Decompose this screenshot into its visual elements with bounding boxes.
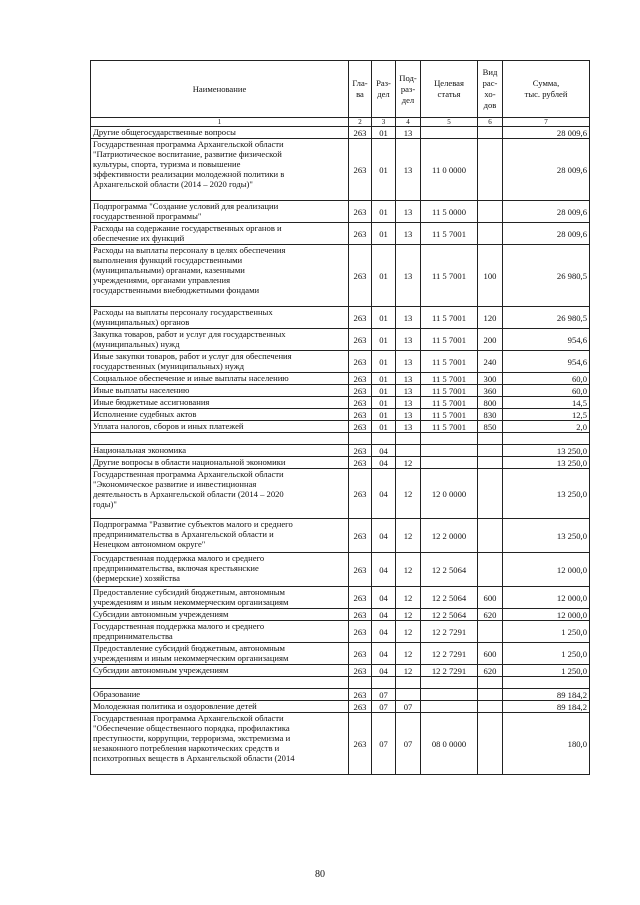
row-target [421,457,478,469]
row-chapter: 263 [349,701,372,713]
row-expense-type: 360 [478,385,503,397]
row-section: 04 [372,457,396,469]
row-target: 11 5 7001 [421,373,478,385]
row-name: Иные бюджетные ассигнования [91,397,349,409]
empty-cell [349,677,372,689]
row-expense-type: 800 [478,397,503,409]
row-expense-type [478,553,503,587]
row-section: 04 [372,519,396,553]
row-subsection: 12 [396,457,421,469]
row-target: 12 2 5064 [421,587,478,609]
budget-table [90,60,590,775]
row-name: Национальная экономика [91,445,349,457]
row-subsection: 13 [396,245,421,307]
row-target: 12 2 0000 [421,519,478,553]
row-subsection: 13 [396,385,421,397]
row-chapter: 263 [349,665,372,677]
row-subsection [396,445,421,457]
column-number: 1 [91,118,349,127]
row-target: 11 0 0000 [421,139,478,201]
column-number: 6 [478,118,503,127]
row-chapter: 263 [349,519,372,553]
row-sum: 954,6 [503,351,590,373]
row-target: 11 5 7001 [421,385,478,397]
row-sum: 12,5 [503,409,590,421]
row-sum: 28 009,6 [503,223,590,245]
blank-row [91,433,590,445]
row-section: 01 [372,409,396,421]
row-sum: 12 000,0 [503,553,590,587]
row-chapter: 263 [349,139,372,201]
row-subsection: 12 [396,609,421,621]
table-row [91,553,590,587]
row-chapter: 263 [349,385,372,397]
row-section: 01 [372,351,396,373]
row-subsection: 12 [396,469,421,519]
row-chapter: 263 [349,223,372,245]
header-sum: Сумма, тыс. рублей [503,61,590,118]
row-subsection [396,689,421,701]
row-target [421,127,478,139]
row-section: 07 [372,689,396,701]
row-chapter: 263 [349,457,372,469]
row-sum: 28 009,6 [503,201,590,223]
row-expense-type [478,689,503,701]
row-expense-type [478,127,503,139]
row-target: 11 5 7001 [421,397,478,409]
table-row [91,621,590,643]
empty-cell [372,433,396,445]
row-subsection: 12 [396,621,421,643]
row-target: 11 5 7001 [421,245,478,307]
empty-cell [503,677,590,689]
row-sum: 26 980,5 [503,307,590,329]
row-subsection: 13 [396,329,421,351]
row-section: 01 [372,421,396,433]
table-row [91,665,590,677]
row-subsection: 13 [396,127,421,139]
row-section: 01 [372,223,396,245]
row-expense-type [478,701,503,713]
table-row [91,689,590,701]
table-row [91,307,590,329]
row-chapter: 263 [349,643,372,665]
column-number-row [91,118,590,127]
row-sum: 60,0 [503,385,590,397]
empty-cell [478,433,503,445]
row-subsection: 13 [396,397,421,409]
column-number: 7 [503,118,590,127]
row-target: 11 5 0000 [421,201,478,223]
row-subsection: 13 [396,409,421,421]
table-row [91,351,590,373]
row-name: Государственная программа Архангельской области "Экономическое развитие и инвестиционная деятельность в Архангельской области (2014 – 2020 годы)" [91,469,349,519]
header-row [91,61,590,118]
row-chapter: 263 [349,609,372,621]
row-subsection: 13 [396,201,421,223]
row-sum: 26 980,5 [503,245,590,307]
row-target: 11 5 7001 [421,421,478,433]
row-sum: 954,6 [503,329,590,351]
column-number: 3 [372,118,396,127]
row-section: 07 [372,701,396,713]
row-sum: 14,5 [503,397,590,409]
row-expense-type [478,201,503,223]
row-section: 04 [372,643,396,665]
row-section: 01 [372,139,396,201]
row-target: 12 2 5064 [421,609,478,621]
row-chapter: 263 [349,713,372,775]
table-row [91,587,590,609]
row-name: Расходы на выплаты персоналу в целях обеспечения выполнения функций государственными (муниципальными) органами, казенными учреждениями, органами управления государственными внебюджетными фондами [91,245,349,307]
table-row [91,127,590,139]
row-subsection: 12 [396,665,421,677]
row-subsection: 13 [396,307,421,329]
row-target [421,445,478,457]
row-name: Другие вопросы в области национальной экономики [91,457,349,469]
table-row [91,609,590,621]
table-row [91,329,590,351]
row-name: Субсидии автономным учреждениям [91,665,349,677]
empty-cell [503,433,590,445]
row-subsection: 13 [396,139,421,201]
table-row [91,445,590,457]
page-number: 80 [315,869,325,880]
row-section: 01 [372,329,396,351]
row-chapter: 263 [349,587,372,609]
table-row [91,457,590,469]
row-chapter: 263 [349,307,372,329]
table-row [91,409,590,421]
header-target: Целевая статья [421,61,478,118]
row-name: Иные закупки товаров, работ и услуг для обеспечения государственных (муниципальных) нужд [91,351,349,373]
row-expense-type [478,457,503,469]
empty-cell [372,677,396,689]
row-section: 01 [372,397,396,409]
row-chapter: 263 [349,127,372,139]
table-row [91,397,590,409]
header-chapter: Гла- ва [349,61,372,118]
row-target: 12 2 5064 [421,553,478,587]
row-sum: 1 250,0 [503,643,590,665]
row-section: 04 [372,445,396,457]
row-section: 04 [372,553,396,587]
table-row [91,373,590,385]
row-chapter: 263 [349,553,372,587]
row-expense-type [478,445,503,457]
row-expense-type: 100 [478,245,503,307]
row-chapter: 263 [349,351,372,373]
row-expense-type [478,223,503,245]
row-subsection: 13 [396,373,421,385]
header-section: Раз- дел [372,61,396,118]
row-name: Уплата налогов, сборов и иных платежей [91,421,349,433]
row-section: 04 [372,469,396,519]
empty-cell [421,433,478,445]
row-target: 12 2 7291 [421,665,478,677]
table-body [91,127,590,775]
row-expense-type [478,519,503,553]
row-section: 04 [372,587,396,609]
row-name: Образование [91,689,349,701]
row-sum: 1 250,0 [503,665,590,677]
row-subsection: 12 [396,519,421,553]
row-target [421,689,478,701]
row-target: 11 5 7001 [421,409,478,421]
row-expense-type: 240 [478,351,503,373]
row-name: Субсидии автономным учреждениям [91,609,349,621]
row-name: Предоставление субсидий бюджетным, автономным учреждениям и иным некоммерческим организациям [91,587,349,609]
blank-row [91,677,590,689]
row-chapter: 263 [349,689,372,701]
table-row [91,713,590,775]
row-name: Закупка товаров, работ и услуг для государственных (муниципальных) нужд [91,329,349,351]
row-sum: 1 250,0 [503,621,590,643]
row-section: 01 [372,245,396,307]
row-expense-type [478,621,503,643]
row-sum: 13 250,0 [503,445,590,457]
row-section: 01 [372,385,396,397]
row-sum: 89 184,2 [503,701,590,713]
row-target: 11 5 7001 [421,223,478,245]
row-target: 12 2 7291 [421,621,478,643]
row-subsection: 13 [396,223,421,245]
row-name: Предоставление субсидий бюджетным, автономным учреждениям и иным некоммерческим организациям [91,643,349,665]
row-chapter: 263 [349,245,372,307]
empty-cell [478,677,503,689]
row-chapter: 263 [349,469,372,519]
empty-cell [396,677,421,689]
row-chapter: 263 [349,201,372,223]
row-subsection: 12 [396,587,421,609]
row-expense-type: 600 [478,643,503,665]
row-expense-type: 300 [478,373,503,385]
row-sum: 28 009,6 [503,127,590,139]
row-name: Подпрограмма "Создание условий для реализации государственной программы" [91,201,349,223]
row-section: 07 [372,713,396,775]
row-expense-type: 200 [478,329,503,351]
row-name: Государственная поддержка малого и среднего предпринимательства [91,621,349,643]
row-chapter: 263 [349,409,372,421]
table-row [91,139,590,201]
row-section: 04 [372,621,396,643]
row-name: Расходы на содержание государственных органов и обеспечение их функций [91,223,349,245]
table-row [91,643,590,665]
row-sum: 89 184,2 [503,689,590,701]
row-name: Подпрограмма "Развитие субъектов малого и среднего предпринимательства в Архангельской области и Ненецком автономном округе" [91,519,349,553]
table-row [91,421,590,433]
row-chapter: 263 [349,445,372,457]
column-number: 2 [349,118,372,127]
row-name: Молодежная политика и оздоровление детей [91,701,349,713]
row-sum: 28 009,6 [503,139,590,201]
row-section: 04 [372,609,396,621]
row-expense-type: 620 [478,609,503,621]
row-section: 01 [372,373,396,385]
row-expense-type [478,713,503,775]
row-name: Другие общегосударственные вопросы [91,127,349,139]
row-section: 01 [372,307,396,329]
row-target: 11 5 7001 [421,307,478,329]
row-name: Социальное обеспечение и иные выплаты населению [91,373,349,385]
row-name: Государственная программа Архангельской области "Патриотическое воспитание, развитие физической культуры, спорта, туризма и повышение эффективности реализации молодежной политики в Архангельской области (2014 – 2020 годы)" [91,139,349,201]
row-sum: 13 250,0 [503,519,590,553]
row-name: Иные выплаты населению [91,385,349,397]
header-name: Наименование [91,61,349,118]
row-target: 12 2 7291 [421,643,478,665]
row-chapter: 263 [349,329,372,351]
row-expense-type: 830 [478,409,503,421]
empty-cell [91,677,349,689]
row-target: 08 0 0000 [421,713,478,775]
row-expense-type: 120 [478,307,503,329]
row-chapter: 263 [349,373,372,385]
row-sum: 13 250,0 [503,469,590,519]
row-sum: 2,0 [503,421,590,433]
row-expense-type [478,139,503,201]
table-row [91,469,590,519]
row-section: 01 [372,127,396,139]
row-section: 04 [372,665,396,677]
row-sum: 12 000,0 [503,587,590,609]
row-name: Государственная поддержка малого и среднего предпринимательства, включая крестьянские (фермерские) хозяйства [91,553,349,587]
header-expense-type: Вид рас- хо- дов [478,61,503,118]
column-number: 4 [396,118,421,127]
row-chapter: 263 [349,397,372,409]
column-number: 5 [421,118,478,127]
empty-cell [91,433,349,445]
row-subsection: 12 [396,553,421,587]
row-sum: 60,0 [503,373,590,385]
table-row [91,701,590,713]
row-subsection: 07 [396,713,421,775]
row-sum: 12 000,0 [503,609,590,621]
row-subsection: 12 [396,643,421,665]
empty-cell [396,433,421,445]
row-name: Расходы на выплаты персоналу государственных (муниципальных) органов [91,307,349,329]
row-subsection: 13 [396,421,421,433]
row-expense-type: 600 [478,587,503,609]
header-subsection: Под- раз- дел [396,61,421,118]
empty-cell [421,677,478,689]
table-row [91,245,590,307]
row-subsection: 07 [396,701,421,713]
row-target [421,701,478,713]
table-row [91,223,590,245]
row-name: Государственная программа Архангельской области "Обеспечение общественного порядка, профилактика преступности, коррупции, терроризма, экстремизма и незаконного потребления наркотических средств и психотропных веществ в Архангельской области (2014 [91,713,349,775]
row-target: 11 5 7001 [421,351,478,373]
row-sum: 180,0 [503,713,590,775]
row-expense-type: 850 [478,421,503,433]
row-name: Исполнение судебных актов [91,409,349,421]
row-subsection: 13 [396,351,421,373]
empty-cell [349,433,372,445]
row-section: 01 [372,201,396,223]
row-sum: 13 250,0 [503,457,590,469]
table-row [91,519,590,553]
row-target: 11 5 7001 [421,329,478,351]
row-target: 12 0 0000 [421,469,478,519]
table-row [91,201,590,223]
row-chapter: 263 [349,421,372,433]
row-expense-type: 620 [478,665,503,677]
row-expense-type [478,469,503,519]
table-row [91,385,590,397]
row-chapter: 263 [349,621,372,643]
